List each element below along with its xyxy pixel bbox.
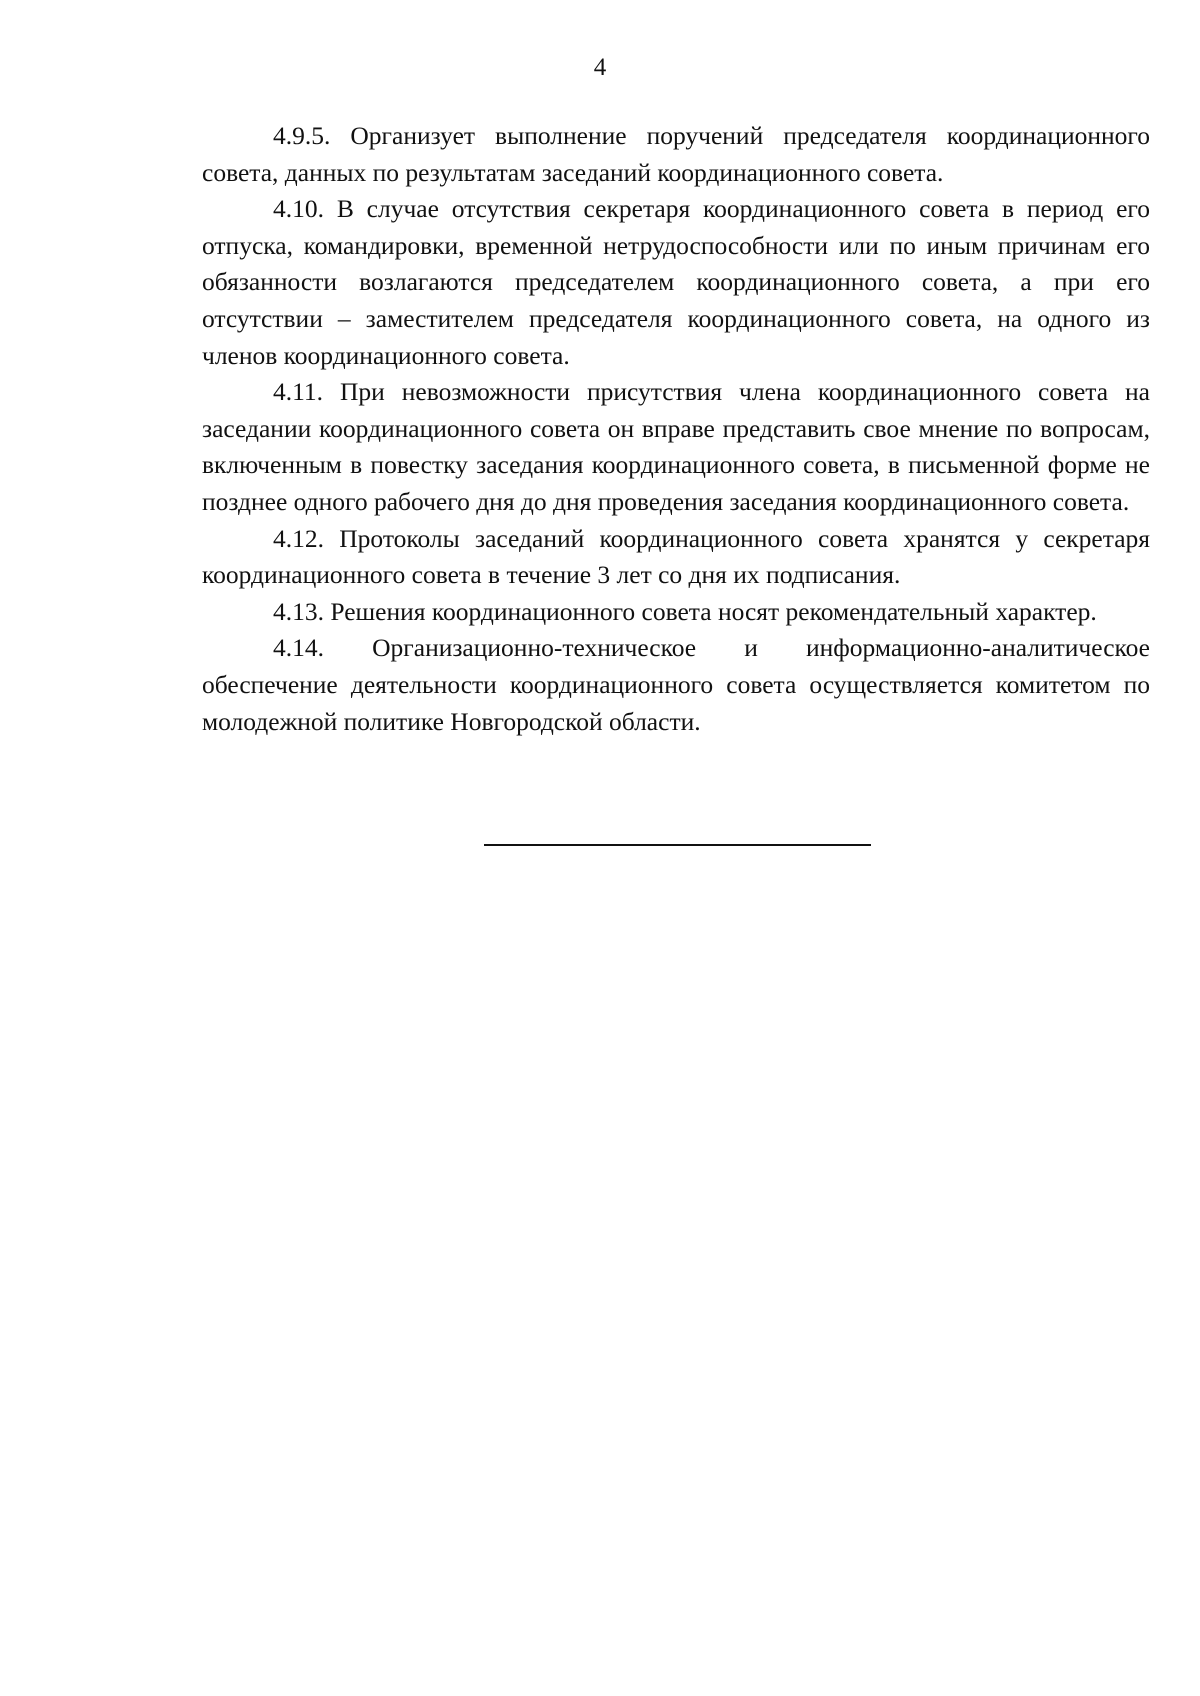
paragraph-4-12: 4.12. Протоколы заседаний координационного совета хранятся у секретаря координационного совета в течение 3 лет со дня их подписания. — [202, 523, 1150, 590]
end-of-document-divider — [484, 844, 871, 846]
paragraph-4-9-5: 4.9.5. Организует выполнение поручений председателя координационного совета, данных по результатам заседаний координационного совета. — [202, 121, 1150, 187]
paragraph-4-11: 4.11. При невозможности присутствия члена координационного совета на заседании координационного совета он вправе представить свое мнение по вопросам, включенным в повестку заседания координационного совета, в письменной форме не позднее одного рабочего дня до дня проведения заседания координационного совета. — [202, 377, 1150, 516]
paragraph-4-10: 4.10. В случае отсутствия секретаря координационного совета в период его отпуска, командировки, временной нетрудоспособности или по иным причинам его обязанности возлагаются председателем координационного совета, а при его отсутствии – заместителем председателя координационного совета, на одного из членов координационного совета. — [202, 194, 1150, 370]
document-body — [202, 118, 1150, 740]
page-number: 4 — [593, 54, 607, 81]
paragraph-4-13: 4.13. Решения координационного совета носят рекомендательный характер. — [273, 596, 1097, 626]
paragraph-4-14: 4.14. Организационно-техническое и информационно-аналитическое обеспечение деятельности координационного совета осуществляется комитетом по молодежной политике Новгородской области. — [202, 633, 1150, 736]
